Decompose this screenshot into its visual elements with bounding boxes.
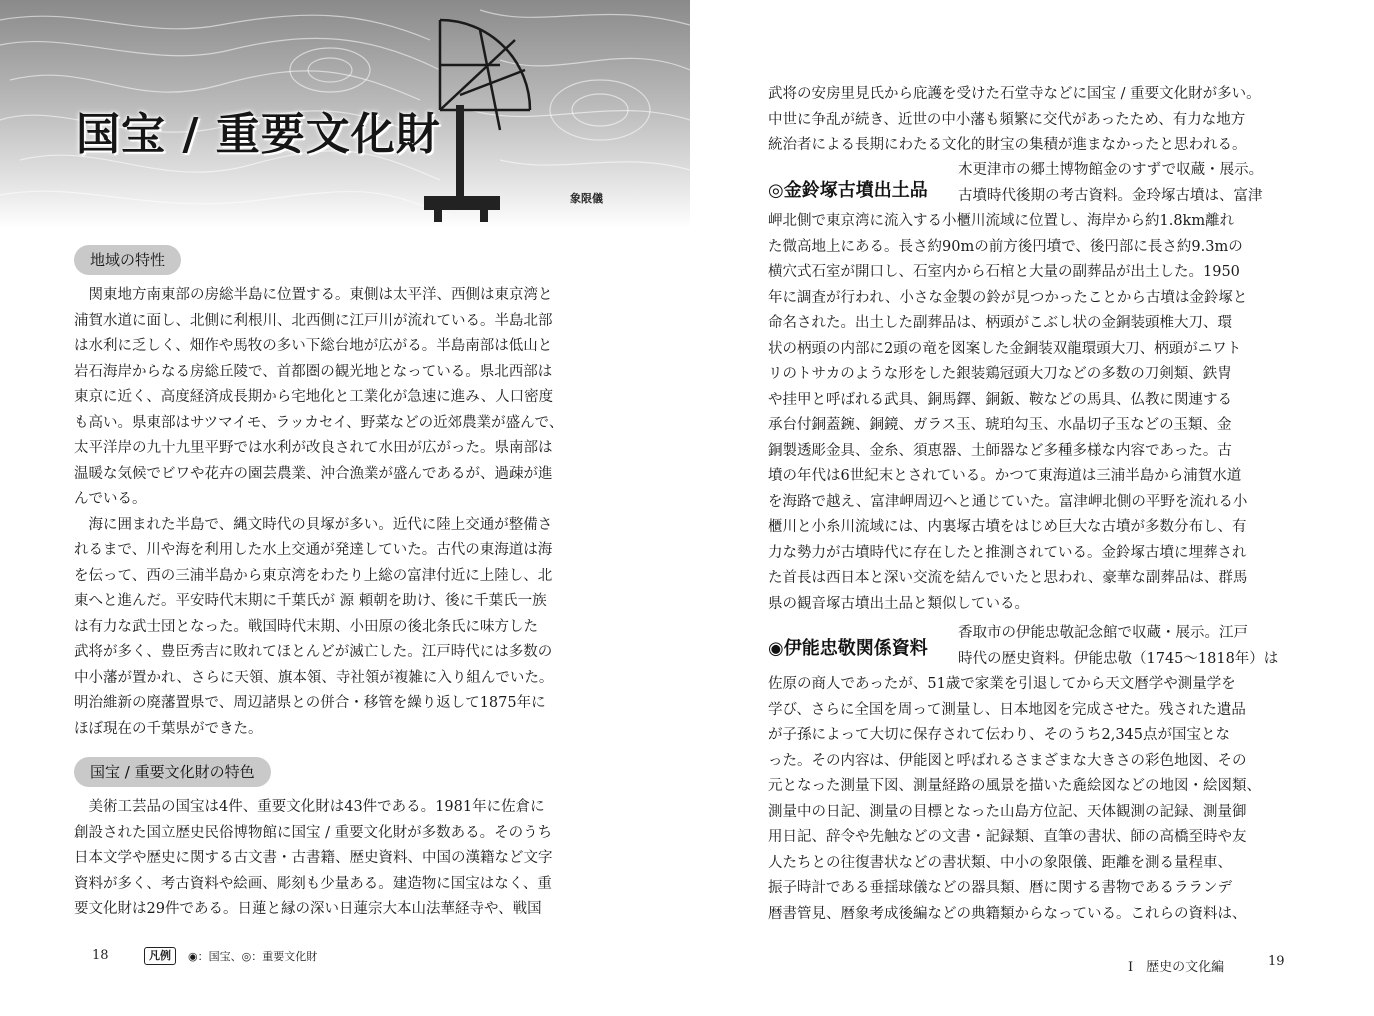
section-body-regional-characteristics: [74, 283, 614, 742]
item-body-ino-tadataka: [768, 672, 1308, 927]
text-line: 海に囲まれた半島で、縄文時代の貝塚が多い。近代に陸上交通が整備さ: [88, 516, 553, 533]
text-line: 香取市の伊能忠敬記念館で収蔵・展示。江戸: [958, 625, 1248, 641]
text-line: が子孫によって大切に保存されて伝わり、そのうち2,345点が国宝とな: [768, 727, 1231, 743]
item-heading-ino-tadataka: ◉伊能忠敬関係資料: [768, 638, 928, 659]
text-line: 状の柄頭の内部に2頭の竜を図案した金銅装双龍環頭大刀、柄頭がニワト: [768, 340, 1242, 357]
text-line: 浦賀水道に面し、北側に利根川、北西側に江戸川が流れている。半島北部: [74, 312, 553, 329]
text-line: た微高地上にある。長さ約90mの前方後円墳で、後円部に長さ約9.3mの: [768, 238, 1243, 255]
chapter-header: [0, 0, 690, 228]
text-line: 岬北側で東京湾に流入する小櫃川流域に位置し、海岸から約1.8km離れ: [768, 213, 1235, 229]
section-heading-cultural-properties: 国宝 / 重要文化財の特色: [74, 757, 271, 787]
text-line: 櫃川と小糸川流域には、内裏塚古墳をはじめ巨大な古墳が多数分布し、有: [768, 519, 1247, 535]
text-line: や挂甲と呼ばれる武具、銅馬鐸、銅鈑、鞍などの馬具、仏教に関連する: [768, 391, 1232, 408]
text-line: 岩石海岸からなる房総丘陵で、首都圏の観光地となっている。県北西部は: [74, 363, 553, 380]
item-intro-ino-tadataka: [958, 621, 1308, 672]
text-line: れるまで、川や海を利用した水上交通が発達していた。古代の東海道は海: [74, 542, 553, 558]
text-line: 用日記、辞令や先触などの文書・記録類、直筆の書状、師の高橋至時や友: [768, 829, 1247, 845]
section-body-cultural-properties: [74, 795, 614, 923]
text-line: 古墳時代後期の考古資料。金玲塚古墳は、富津: [958, 187, 1263, 204]
legend-text: ◉：国宝、◎：重要文化財: [188, 950, 318, 963]
text-line: 中小藩が置かれ、さらに天領、旗本領、寺社領が複雑に入り組んでいた。: [74, 669, 554, 686]
legend-label: 凡例: [144, 947, 176, 965]
text-line: んでいる。: [74, 491, 147, 507]
text-line: 墳の年代は6世紀末とされている。かつて東海道は三浦半島から浦賀水道: [768, 468, 1242, 484]
text-line: 東へと進んだ。平安時代末期に千葉氏が 源 頼朝を助け、後に千葉氏一族: [74, 593, 547, 609]
text-line: 承台付銅蓋鋺、銅鏡、ガラス玉、琥珀勾玉、水晶切子玉などの玉類、金: [768, 417, 1232, 433]
illustration-caption: 象限儀: [570, 192, 603, 205]
text-line: 県の観音塚古墳出土品と類似している。: [768, 595, 1029, 612]
item-body-kinreizuka: [768, 209, 1308, 617]
text-line: た首長は西日本と深い交流を結んでいたと思われ、豪華な副葬品は、群馬: [768, 570, 1248, 586]
page-number-right: 19: [1268, 954, 1285, 969]
text-line: 美術工芸品の国宝は4件、重要文化財は43件である。1981年に佐倉に: [88, 799, 545, 815]
text-line: 関東地方南東部の房総半島に位置する。東側は太平洋、西側は東京湾と: [88, 287, 553, 303]
text-line: 日本文学や歴史に関する古文書・古書籍、歴史資料、中国の漢籍など文字: [74, 850, 553, 866]
text-line: は有力な武士団となった。戦国時代末期、小田原の後北条氏に味方した: [74, 618, 538, 635]
text-line: 中世に争乱が続き、近世の中小藩も頻繁に交代があったため、有力な地方: [768, 111, 1246, 128]
text-line: 明治維新の廃藩置県で、周辺諸県との併合・移管を繰り返して1875年に: [74, 695, 546, 711]
running-head: Ⅰ 歴史の文化編: [1128, 960, 1225, 975]
text-line: も高い。県東部はサツマイモ、ラッカセイ、野菜などの近郊農業が盛んで、: [74, 414, 564, 431]
item-intro-kinreizuka: [958, 158, 1308, 209]
text-line: 測量中の日記、測量の目標となった山島方位記、天体観測の記録、測量御: [768, 803, 1247, 820]
text-line: 木更津市の郷土博物館金のすずで収蔵・展示。: [958, 162, 1264, 178]
text-line: 元となった測量下図、測量経路の風景を描いた麁絵図などの地図・絵図類、: [768, 778, 1261, 794]
text-line: 佐原の商人であったが、51歳で家業を引退してから天文暦学や測量学を: [768, 676, 1236, 692]
item-heading-kinreizuka: ◎金鈴塚古墳出土品: [768, 180, 928, 201]
text-line: 命名された。出土した副葬品は、柄頭がこぶし状の金銅装頭椎大刀、環: [768, 315, 1232, 331]
text-line: を海路で越え、富津岬周辺へと通じていた。富津岬北側の平野を流れる小: [768, 493, 1248, 510]
intro-paragraph: [768, 82, 1308, 159]
page-number-left: 18: [92, 948, 109, 963]
text-line: ほぼ現在の千葉県ができた。: [74, 720, 263, 737]
text-line: 年に調査が行われ、小さな金製の鈴が見つかったことから古墳は金鈴塚と: [768, 289, 1248, 306]
text-line: 人たちとの往復書状などの書状類、中小の象限儀、距離を測る量程車、: [768, 854, 1232, 871]
text-line: 統治者による長期にわたる文化的財宝の集積が進まなかったと思われる。: [768, 137, 1247, 153]
text-line: 振子時計である垂揺球儀などの器具類、暦に関する書物であるラランデ: [768, 880, 1232, 896]
text-line: 時代の歴史資料。伊能忠敬（1745～1818年）は: [958, 650, 1279, 667]
text-line: 東京に近く、高度経済成長期から宅地化と工業化が急速に進み、人口密度: [74, 389, 554, 405]
text-line: 暦書管見、暦象考成後編などの典籍類からなっている。これらの資料は、: [768, 905, 1247, 922]
text-line: 太平洋岸の九十九里平野では水利が改良されて水田が広がった。県南部は: [74, 440, 553, 456]
chapter-title: 国宝 / 重要文化財: [76, 109, 441, 160]
text-line: 横穴式石室が開口し、石室内から石棺と大量の副葬品が出土した。1950: [768, 264, 1240, 280]
text-line: リのトサカのような形をした銀装鶏冠頭大刀などの多数の刀剣類、鉄冑: [768, 366, 1232, 382]
text-line: 力な勢力が古墳時代に存在したと推測されている。金鈴塚古墳に埋葬され: [768, 544, 1247, 561]
text-line: 武将の安房里見氏から庇護を受けた石堂寺などに国宝 / 重要文化財が多い。: [768, 86, 1261, 102]
section-heading-regional-characteristics: 地域の特性: [74, 245, 181, 275]
text-line: 要文化財は29件である。日蓮と縁の深い日蓮宗大本山法華経寺や、戦国: [74, 901, 542, 917]
text-line: 銅製透彫金具、金糸、須恵器、土師器など多種多様な内容であった。古: [768, 442, 1232, 459]
text-line: 学び、さらに全国を周って測量し、日本地図を完成させた。残された遺品: [768, 701, 1246, 718]
quadrant-instrument-illustration: [420, 0, 580, 228]
text-line: を伝って、西の三浦半島から東京湾をわたり上総の富津付近に上陸し、北: [74, 567, 553, 584]
text-line: 温暖な気候でビワや花卉の園芸農業、沖合漁業が盛んであるが、過疎が進: [74, 465, 553, 482]
text-line: 創設された国立歴史民俗博物館に国宝 / 重要文化財が多数ある。そのうち: [74, 824, 553, 841]
text-line: った。その内容は、伊能図と呼ばれるさまざまな大きさの彩色地図、その: [768, 752, 1247, 769]
text-line: 資料が多く、考古資料や絵画、彫刻も少量ある。建造物に国宝はなく、重: [74, 875, 552, 892]
text-line: 武将が多く、豊臣秀吉に敗れてほとんどが滅亡した。江戸時代には多数の: [74, 644, 553, 660]
text-line: は水利に乏しく、畑作や馬牧の多い下総台地が広がる。半島南部は低山と: [74, 338, 553, 354]
